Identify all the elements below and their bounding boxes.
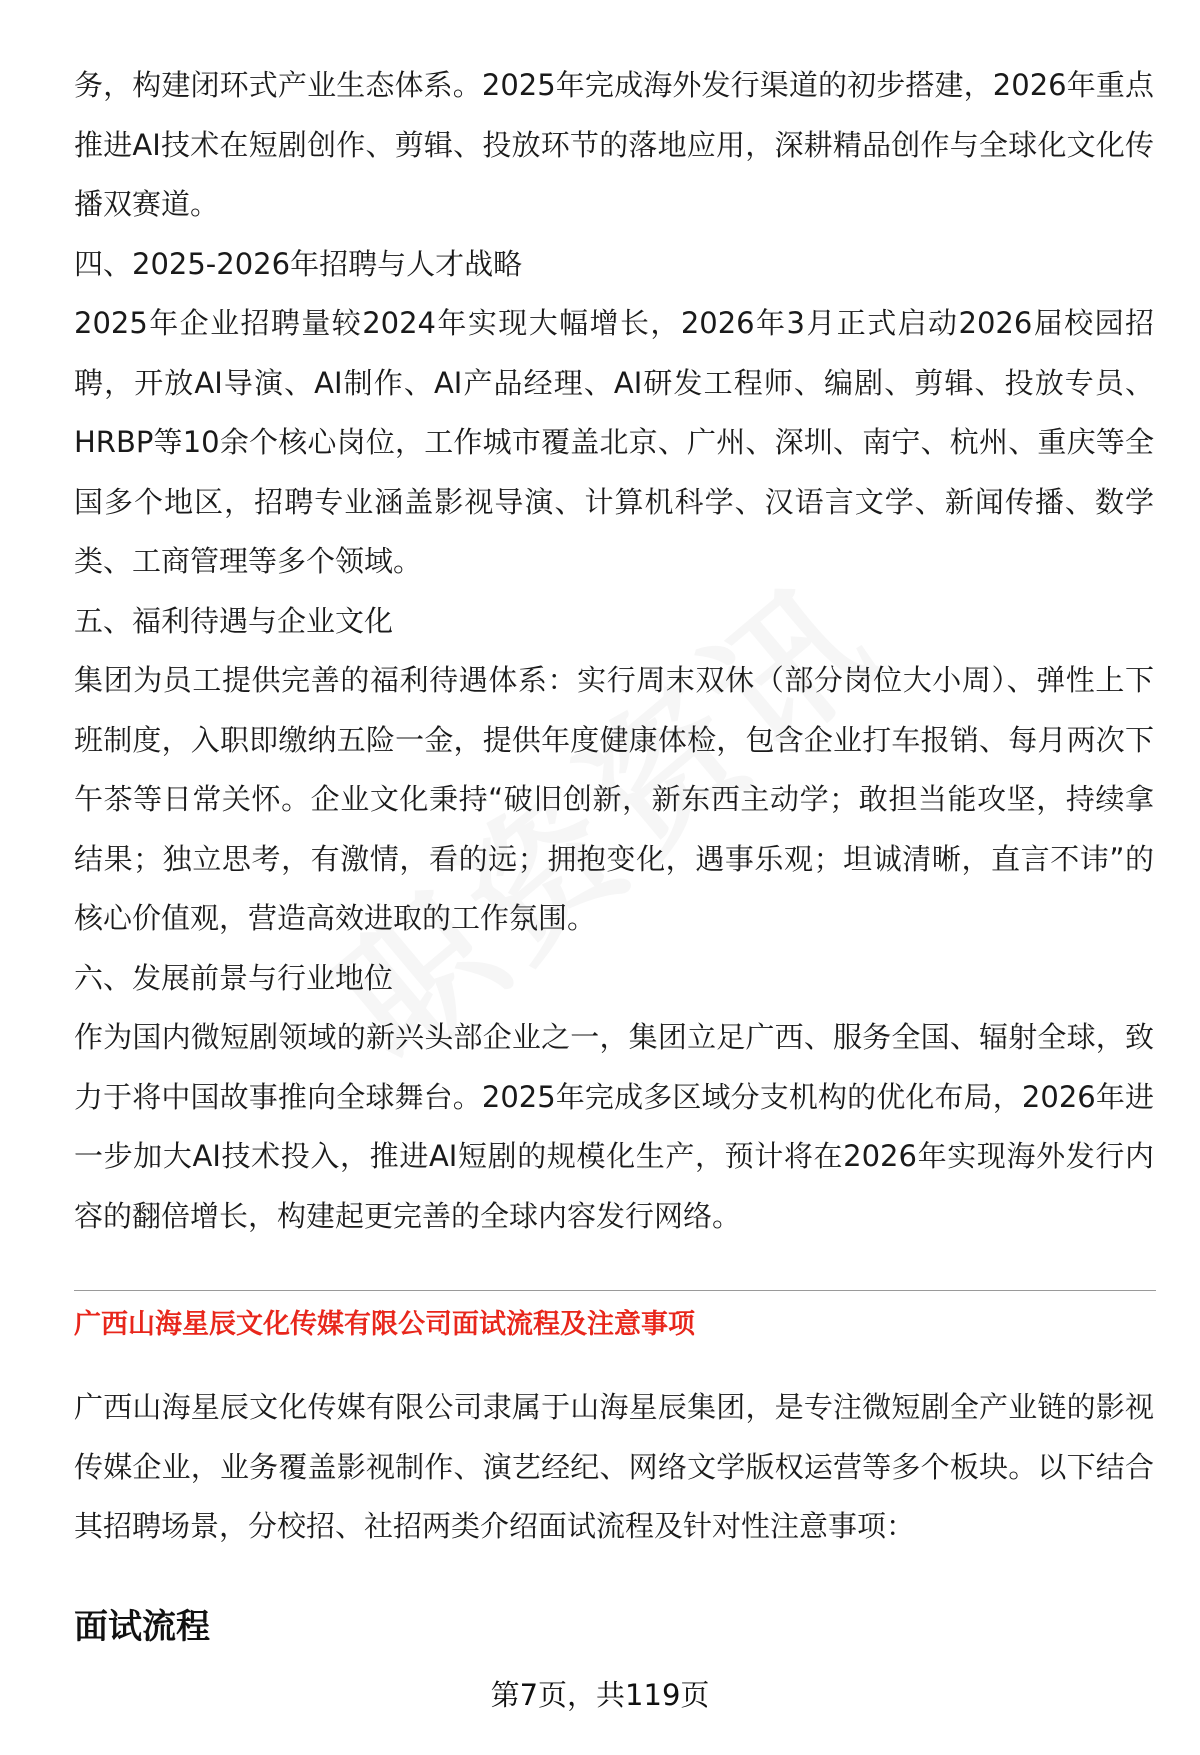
section-divider <box>74 1290 1156 1291</box>
paragraph-recruitment: 2025年企业招聘量较2024年实现大幅增长，2026年3月正式启动2026届校园招聘，开放AI导演、AI制作、AI产品经理、AI研发工程师、编剧、剪辑、投放专员、HRBP等10余个核心岗位，工作城市覆盖北京、广州、深圳、南宁、杭州、重庆等全国多个地区，招聘专业涵盖影视导演、计算机科学、汉语言文学、新闻传播、数学类、工商管理等多个领域。 <box>74 306 1154 578</box>
section-title: 广西山海星辰文化传媒有限公司面试流程及注意事项 <box>74 1309 695 1340</box>
body-text <box>74 56 1154 1246</box>
page-number: 第7页，共119页 <box>490 1678 710 1712</box>
heading-prospects: 六、发展前景与行业地位 <box>74 960 394 995</box>
paragraph-prospects: 作为国内微短剧领域的新兴头部企业之一，集团立足广西、服务全国、辐射全球，致力于将中国故事推向全球舞台。2025年完成多区域分支机构的优化布局，2026年进一步加大AI技术投入，推进AI短剧的规模化生产，预计将在2026年实现海外发行内容的翻倍增长，构建起更完善的全球内容发行网络。 <box>74 1020 1154 1233</box>
subheading-interview-process: 面试流程 <box>74 1607 210 1647</box>
paragraph-benefits: 集团为员工提供完善的福利待遇体系：实行周末双休（部分岗位大小周）、弹性上下班制度，入职即缴纳五险一金，提供年度健康体检，包含企业打车报销、每月两次下午茶等日常关怀。企业文化秉持“破旧创新，新东西主动学；敢担当能攻坚，持续拿结果；独立思考，有激情，看的远；拥抱变化，遇事乐观；坦诚清晰，直言不讳”的核心价值观，营造高效进取的工作氛围。 <box>74 663 1154 935</box>
section-intro: 广西山海星辰文化传媒有限公司隶属于山海星辰集团，是专注微短剧全产业链的影视传媒企业，业务覆盖影视制作、演艺经纪、网络文学版权运营等多个板块。以下结合其招聘场景，分校招、社招两类介绍面试流程及针对性注意事项： <box>74 1390 1154 1543</box>
paragraph-intro-continued: 务，构建闭环式产业生态体系。2025年完成海外发行渠道的初步搭建，2026年重点推进AI技术在短剧创作、剪辑、投放环节的落地应用，深耕精品创作与全球化文化传播双赛道。 <box>74 68 1154 221</box>
heading-recruitment: 四、2025-2026年招聘与人才战略 <box>74 246 523 281</box>
heading-benefits: 五、福利待遇与企业文化 <box>74 603 394 638</box>
